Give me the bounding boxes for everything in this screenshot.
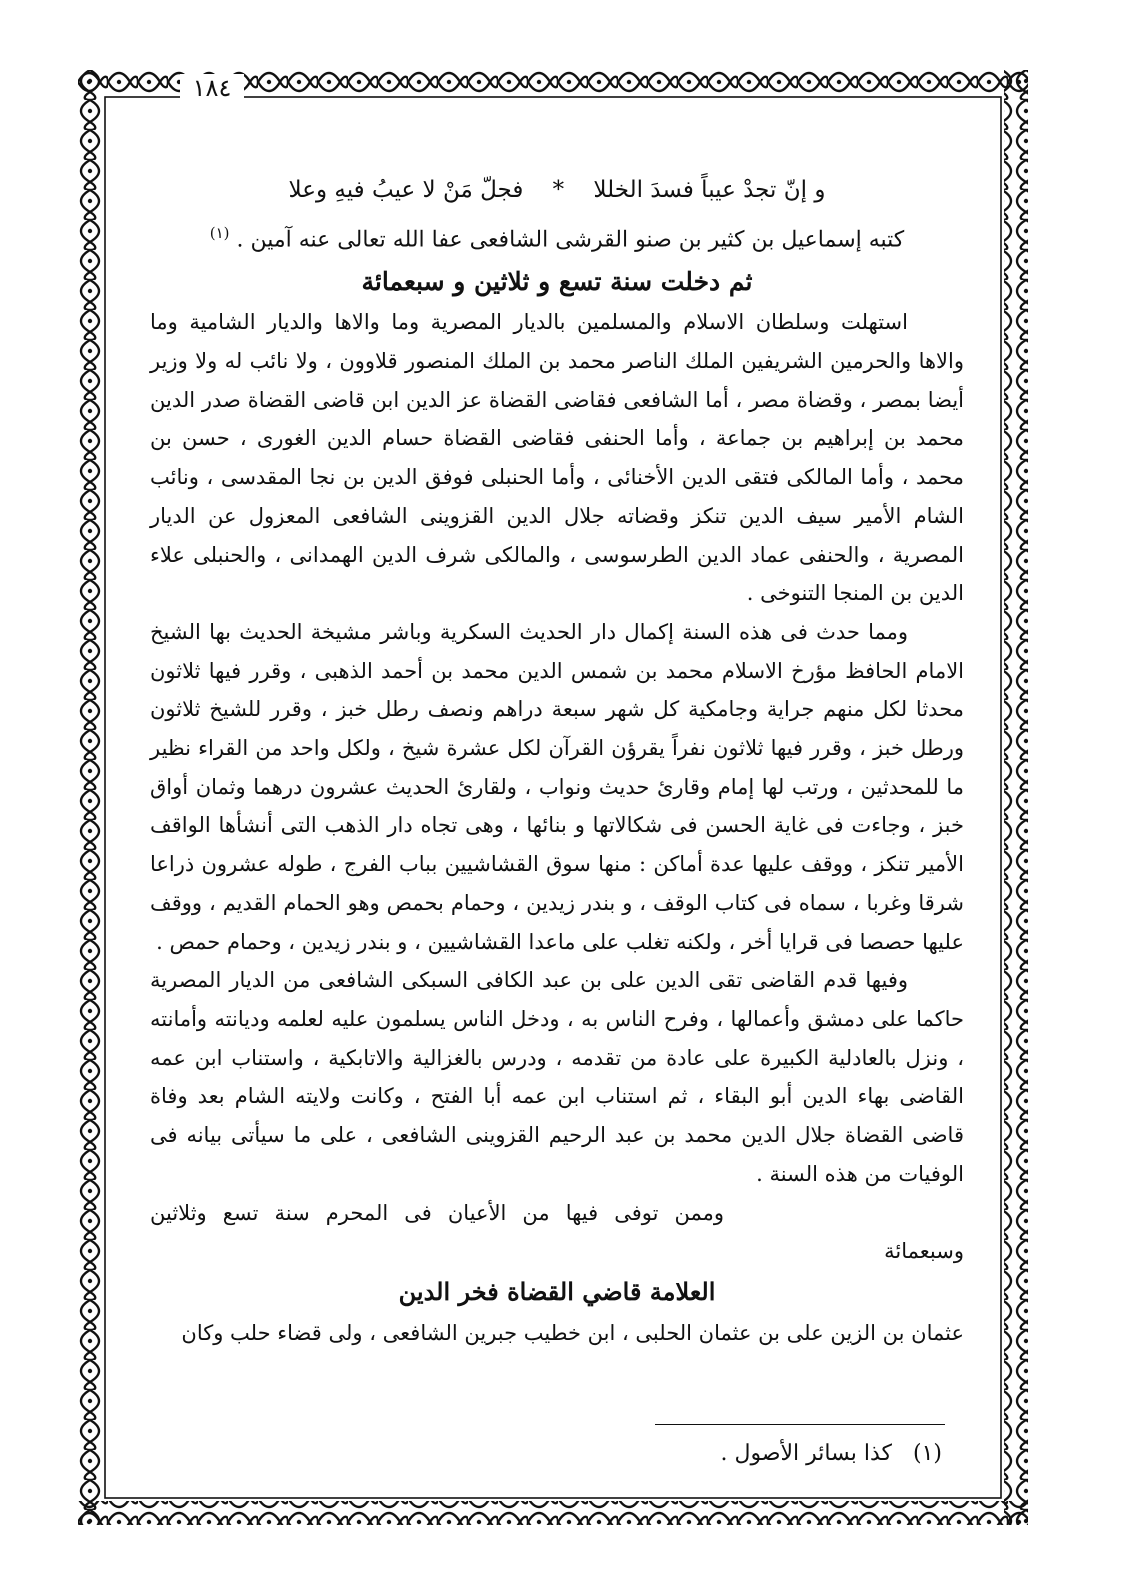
page-number: ١٨٤ [180, 74, 244, 102]
page-body [150, 168, 964, 1352]
footnote-text: كذا بسائر الأصول . [720, 1441, 892, 1466]
verse-separator: * [552, 177, 565, 203]
biography-title: العلامة قاضي القضاة فخر الدين [398, 1276, 716, 1306]
footnote-divider [655, 1424, 945, 1425]
verse-hemistich-right: و إنّ تجدْ عيباً فسدَ الخللا [593, 177, 826, 203]
footnote [442, 1434, 942, 1474]
verse-hemistich-left: فجلّ مَنْ لا عيبُ فيهِ وعلا [288, 177, 524, 203]
footnote-reference: (١) [209, 224, 230, 242]
paragraph-3: وفيها قدم القاضى تقى الدين على بن عبد الكافى السبكى الشافعى من الديار المصرية حاكما على دمشق وأعمالها ، وفرح الناس به ، ودخل الناس يسلمون عليه لعلمه وديانته وأمانته ، ونزل بالعادلية الكبيرة على عادة من تقدمه ، ودرس بالغزالية والاتابكية ، واستناب ابن عمه القاضى بهاء الدين أبو البقاء ، ثم استناب ابن عمه أبا الفتح ، وكانت ولايته الشام بعد وفاة قاضى القضاة جلال الدين محمد بن عبد الرحيم القزوينى الشافعى ، على ما سيأتى بيانه فى الوفيات من هذه السنة . [150, 968, 964, 1186]
poem-verse [150, 168, 964, 212]
year-heading: ثم دخلت سنة تسع و ثلاثين و سبعمائة [361, 267, 753, 297]
paragraph-1: استهلت وسلطان الاسلام والمسلمين بالديار المصرية وما والاها والديار الشامية وما والاها والحرمين الشريفين الملك الناصر محمد بن الملك المنصور قلاوون ، ولا نائب له ولا وزير أيضا بمصر ، وقضاة مصر ، أما الشافعى فقاضى القضاة عز الدين ابن قاضى القضاة صدر الدين محمد بن إبراهيم بن جماعة ، وأما الحنفى فقاضى القضاة حسام الدين الغورى ، حسن بن محمد ، وأما المالكى فتقى الدين الأخنائى ، وأما الحنبلى فوفق الدين بن نجا المقدسى ، ونائب الشام الأمير سيف الدين تنكز وقضاته جلال الدين القزوينى الشافعى المعزول عن الديار المصرية ، والحنفى عماد الدين الطرسوسى ، والمالكى شرف الدين الهمدانى ، والحنبلى علاء الدين بن المنجا التنوخى . [150, 310, 964, 606]
paragraph-2: ومما حدث فى هذه السنة إكمال دار الحديث السكرية وباشر مشيخة الحديث بها الشيخ الامام الحافظ مؤرخ الاسلام محمد بن شمس الدين محمد بن أحمد الذهبى ، وقرر فيها ثلاثون محدثا لكل منهم جراية وجامكية كل شهر سبعة دراهم ونصف رطل خبز ، وقرر للشيخ ثلاثون ورطل خبز ، وقرر فيها ثلاثون نفراً يقرؤن القرآن لكل عشرة شيخ ، ولكل واحد من القراء نظير ما للمحدثين ، ورتب لها إمام وقارئ حديث ونواب ، ولقارئ الحديث عشرون درهما وثمان أواق خبز ، وجاءت فى غاية الحسن فى شكالاتها و بنائها ، وهى تجاه دار الذهب التى أنشأها الواقف الأمير تنكز ، ووقف عليها عدة أماكن : منها سوق القشاشيين بباب الفرج ، طوله عشرون ذراعا شرقا وغربا ، سماه فى كتاب الوقف ، و بندر زيدين ، وحمام بحمص وهو الحمام القديم ، ووقف عليها حصصا فى قرايا أخر ، ولكنه تغلب على ماعدا القشاشيين ، و بندر زيدين ، وحمام حمص . [150, 619, 964, 954]
deaths-intro: وممن توفى فيها من الأعيان فى المحرم سنة تسع وثلاثين وسبعمائة [150, 1200, 964, 1263]
biography-text: عثمان بن الزين على بن عثمان الحلبى ، ابن خطيب جبرين الشافعى ، ولى قضاء حلب وكان [181, 1320, 964, 1345]
colophon-signature [150, 212, 964, 261]
signature-text: كتبه إسماعيل بن كثير بن صنو القرشى الشافعى عفا الله تعالى عنه آمين . [236, 227, 905, 253]
footnote-mark: (١) [912, 1441, 942, 1466]
